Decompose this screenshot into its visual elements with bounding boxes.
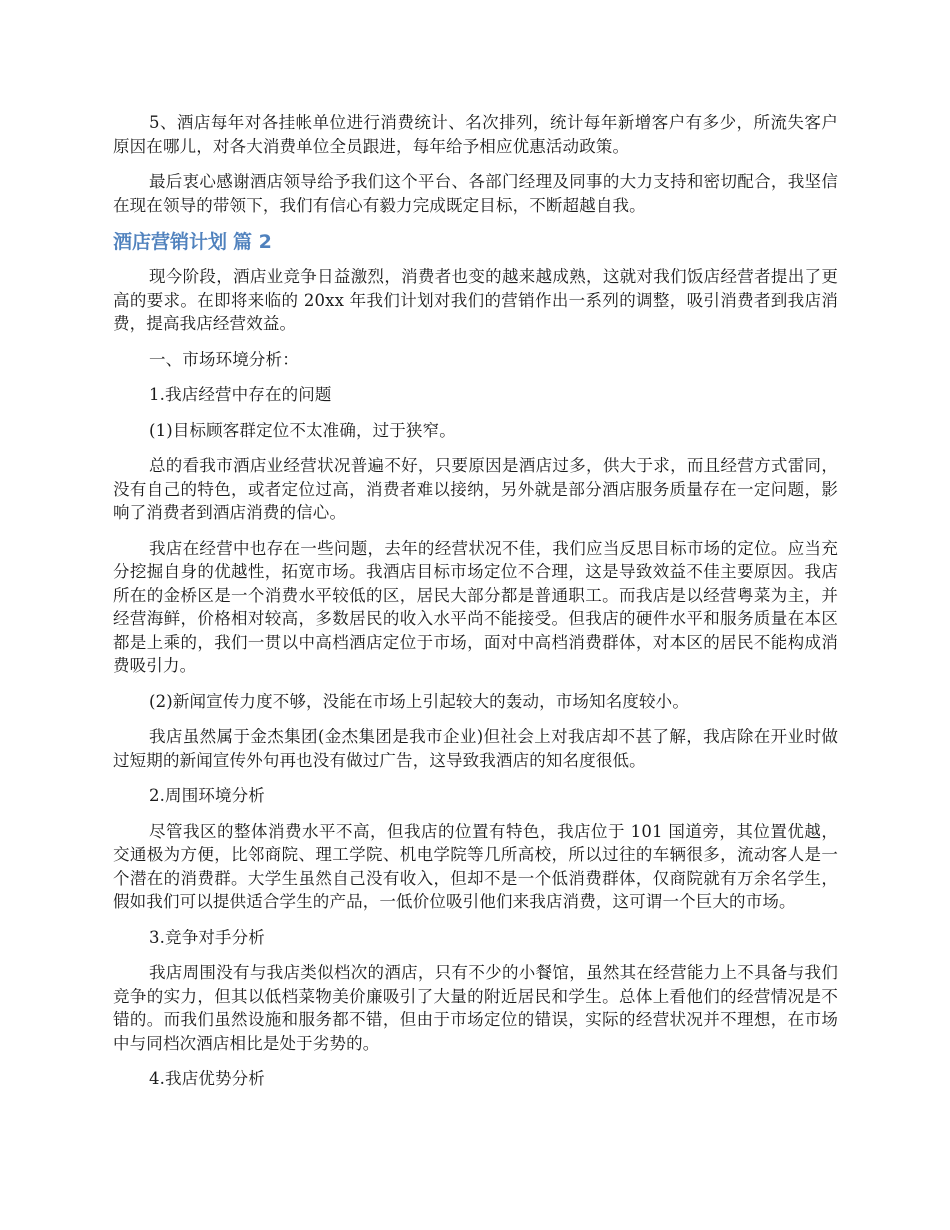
paragraph: 我店虽然属于金杰集团(金杰集团是我市企业)但社会上对我店却不甚了解，我店除在开业时做过短期的新闻宣传外句再也没有做过广告，这导致我酒店的知名度很低。: [113, 727, 838, 770]
paragraph: 尽管我区的整体消费水平不高，但我店的位置有特色，我店位于 101 国道旁，其位置优越，交通极为方便，比邻商院、理工学院、机电学院等几所高校，所以过往的车辆很多，流动客人是一个潜在的消费群。大学生虽然自己没有收入，但却不是一个低消费群体，仅商院就有万余名学生，假如我们可以提供适合学生的产品，一低价位吸引他们来我店消费，这可谓一个巨大的市场。: [113, 821, 838, 911]
subheading: 4.我店优势分析: [149, 1069, 265, 1088]
subheading: 3.竞争对手分析: [149, 927, 265, 947]
paragraph: 我店在经营中也存在一些问题，去年的经营状况不佳，我们应当反思目标市场的定位。应当充分挖掘自身的优越性，拓宽市场。我酒店目标市场定位不合理，这是导致效益不佳主要原因。我店所在的金桥区是一个消费水平较低的区，居民大部分都是普通职工。而我店是以经营粤菜为主，并经营海鲜，价格相对较高，多数居民的收入水平尚不能接受。但我店的硬件水平和服务质量在本区都是上乘的，我们一贯以中高档酒店定位于市场，面对中高档消费群体，对本区的居民不能构成消费吸引力。: [113, 538, 838, 675]
paragraph: 现今阶段，酒店业竞争日益激烈，消费者也变的越来越成熟，这就对我们饭店经营者提出了更高的要求。在即将来临的 20xx 年我们计划对我们的营销作出一系列的调整，吸引消费者到我店消费，提高我店经营效益。: [113, 267, 838, 333]
subheading: (1)目标顾客群定位不太准确，过于狭窄。: [149, 420, 456, 440]
subheading: (2)新闻宣传力度不够，没能在市场上引起较大的轰动，市场知名度较小。: [149, 691, 689, 711]
subheading: 1.我店经营中存在的问题: [149, 385, 332, 404]
paragraph: 最后衷心感谢酒店领导给予我们这个平台、各部门经理及同事的大力支持和密切配合，我坚信在现在领导的带领下，我们有信心有毅力完成既定目标，不断超越自我。: [113, 172, 838, 215]
paragraph: 我店周围没有与我店类似档次的酒店，只有不少的小餐馆，虽然其在经营能力上不具备与我们竞争的实力，但其以低档菜物美价廉吸引了大量的附近居民和学生。总体上看他们的经营情况是不错的。而我们虽然设施和服务都不错，但由于市场定位的错误，实际的经营状况并不理想，在市场中与同档次酒店相比是处于劣势的。: [113, 963, 838, 1053]
paragraph: 5、酒店每年对各挂帐单位进行消费统计、名次排列，统计每年新增客户有多少，所流失客户原因在哪儿，对各大消费单位全员跟进，每年给予相应优惠活动政策。: [113, 113, 838, 156]
subheading: 2.周围环境分析: [149, 786, 265, 805]
subheading: 一、市场环境分析：: [149, 349, 299, 369]
paragraph: 总的看我市酒店业经营状况普遍不好，只要原因是酒店过多，供大于求，而且经营方式雷同，没有自己的特色，或者定位过高，消费者难以接纳，另外就是部分酒店服务质量存在一定问题，影响了消费者到酒店消费的信心。: [113, 456, 838, 522]
section-heading: [113, 229, 838, 255]
section-heading-title: 酒店营销计划: [113, 231, 228, 253]
document-page: [113, 111, 838, 1103]
section-heading-part: 篇 2: [233, 231, 272, 253]
